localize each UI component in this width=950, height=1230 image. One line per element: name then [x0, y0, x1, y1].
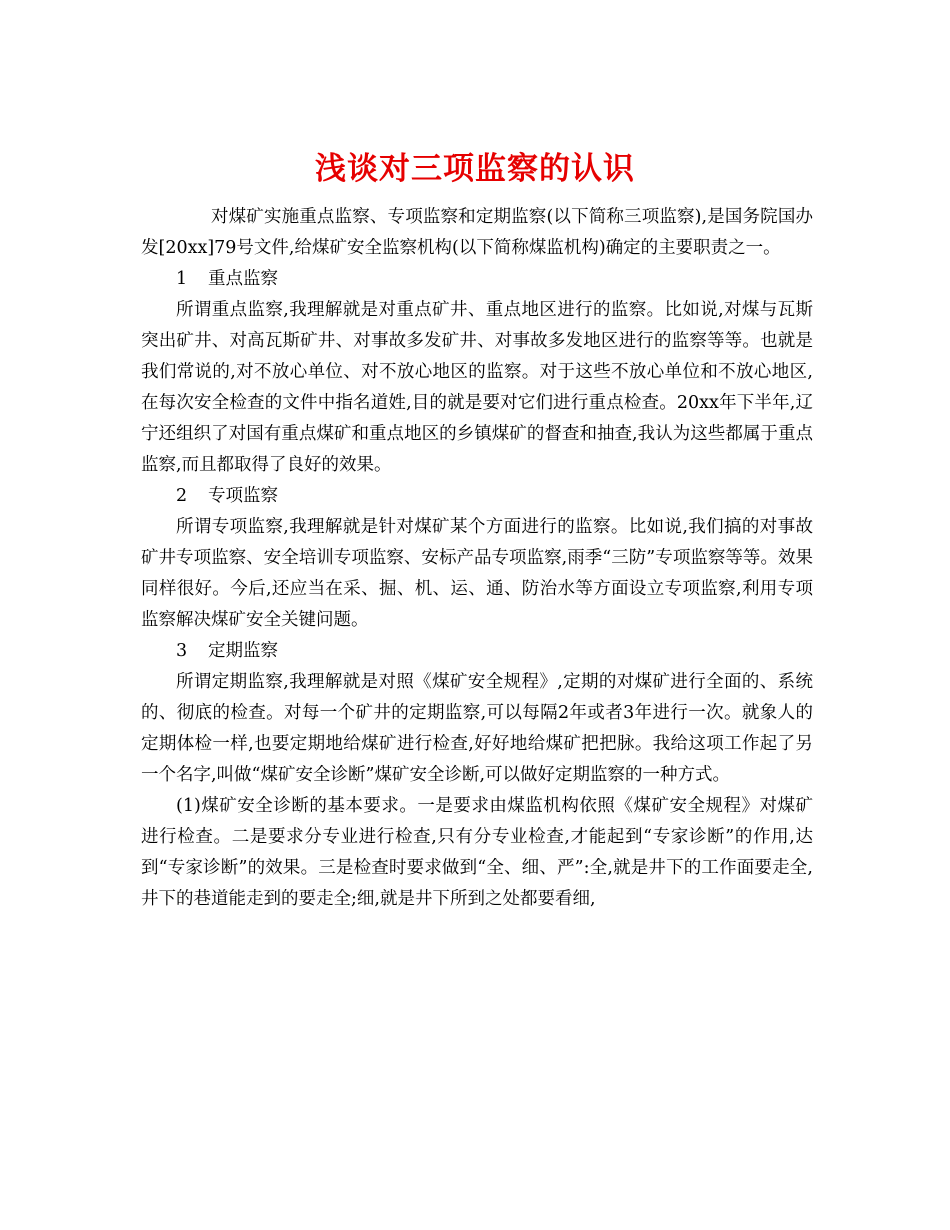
section-title: 重点监察 — [208, 269, 278, 289]
section-heading-2 — [141, 481, 813, 512]
body-paragraph: (1)煤矿安全诊断的基本要求。一是要求由煤监机构依照《煤矿安全规程》对煤矿进行检查。二是要求分专业进行检查,只有分专业检查,才能起到“专家诊断”的作用,达到“专家诊断”的效果。三是检查时要求做到“全、细、严”:全,就是井下的工作面要走全,井下的巷道能走到的要走全;细,就是井下所到之处都要看细, — [141, 796, 813, 909]
section-number: 2 — [176, 486, 188, 506]
section-number: 1 — [176, 269, 188, 289]
body-paragraph: 所谓重点监察,我理解就是对重点矿井、重点地区进行的监察。比如说,对煤与瓦斯突出矿井、对高瓦斯矿井、对事故多发矿井、对事故多发地区进行的监察等等。也就是我们常说的,对不放心单位、对不放心地区的监察。对于这些不放心单位和不放心地区,在每次安全检查的文件中指名道姓,目的就是要对它们进行重点检查。20xx年下半年,辽宁还组织了对国有重点煤矿和重点地区的乡镇煤矿的督查和抽查,我认为这些都属于重点监察,而且都取得了良好的效果。 — [141, 300, 813, 475]
document-body — [141, 202, 813, 915]
document-title: 浅谈对三项监察的认识 — [315, 150, 635, 187]
section-heading-1 — [141, 264, 813, 295]
body-paragraph: 所谓定期监察,我理解就是对照《煤矿安全规程》,定期的对煤矿进行全面的、系统的、彻底的检查。对每一个矿井的定期监察,可以每隔2年或者3年进行一次。就象人的定期体检一样,也要定期地给煤矿进行检查,好好地给煤矿把把脉。我给这项工作起了另一个名字,叫做“煤矿安全诊断”煤矿安全诊断,可以做好定期监察的一种方式。 — [141, 672, 813, 785]
intro-paragraph: 对煤矿实施重点监察、专项监察和定期监察(以下简称三项监察),是国务院国办发[20xx]79号文件,给煤矿安全监察机构(以下简称煤监机构)确定的主要职责之一。 — [141, 207, 813, 258]
section-number: 3 — [176, 641, 188, 661]
section-title: 定期监察 — [208, 641, 278, 661]
section-title: 专项监察 — [208, 486, 278, 506]
body-paragraph: 所谓专项监察,我理解就是针对煤矿某个方面进行的监察。比如说,我们搞的对事故矿井专项监察、安全培训专项监察、安标产品专项监察,雨季“三防”专项监察等等。效果同样很好。今后,还应当在采、掘、机、运、通、防治水等方面设立专项监察,利用专项监察解决煤矿安全关键问题。 — [141, 517, 813, 630]
section-heading-3 — [141, 636, 813, 667]
